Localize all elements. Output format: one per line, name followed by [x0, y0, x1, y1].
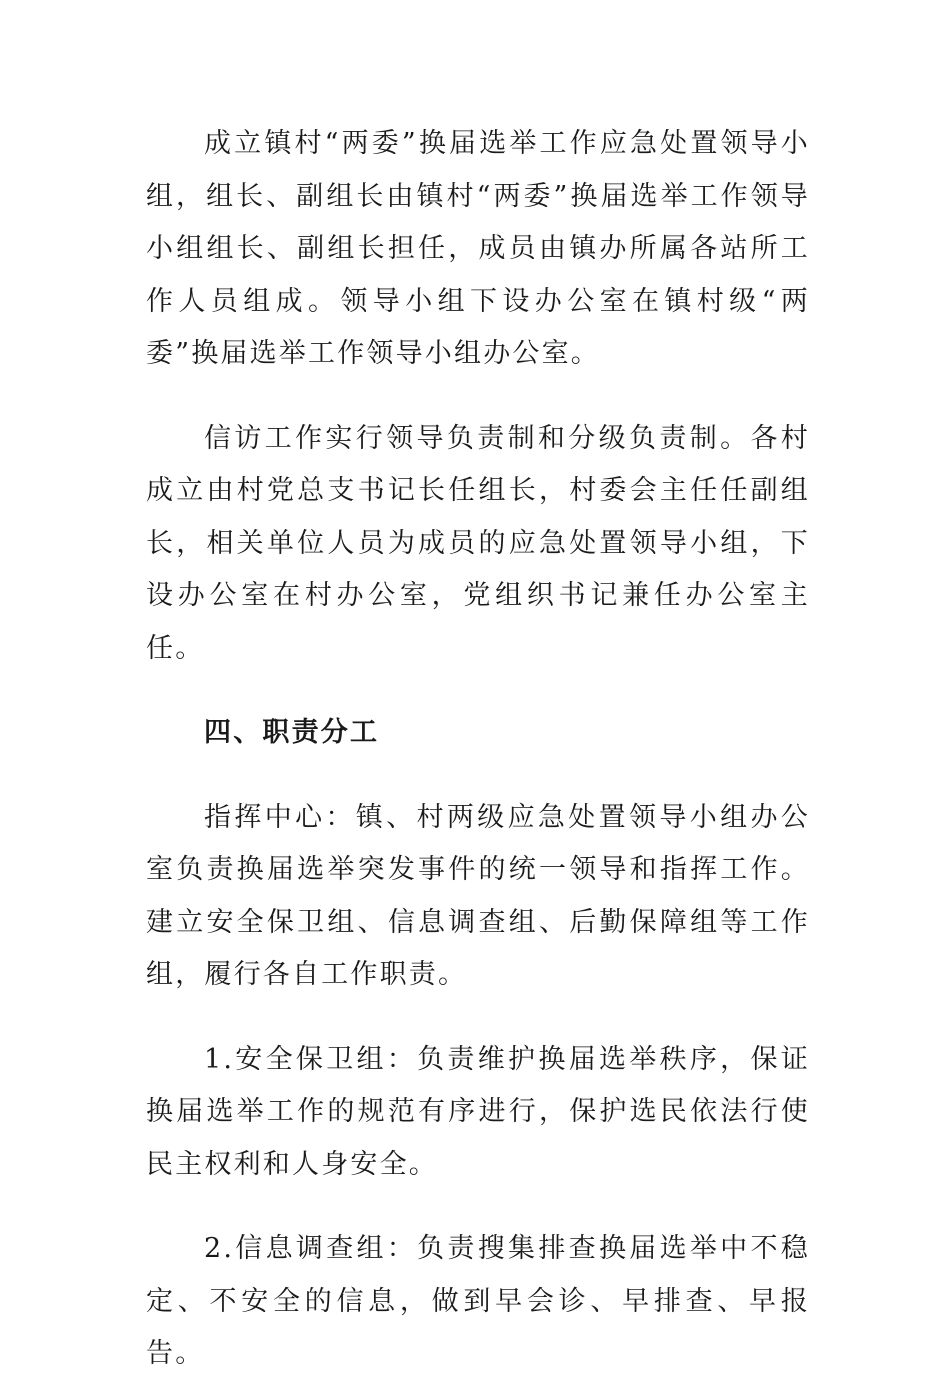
paragraph-info-group: 2.信息调查组：负责搜集排查换届选举中不稳定、不安全的信息，做到早会诊、早排查、早报告。 [146, 1233, 810, 1369]
paragraph-security-group: 1.安全保卫组：负责维护换届选举秩序，保证换届选举工作的规范有序进行，保护选民依法行使民主权利和人身安全。 [146, 1043, 810, 1180]
paragraph-command-center: 指挥中心：镇、村两级应急处置领导小组办公室负责换届选举突发事件的统一领导和指挥工作。建立安全保卫组、信息调查组、后勤保障组等工作组，履行各自工作职责。 [146, 801, 810, 990]
paragraph-leadership-group: 成立镇村“两委”换届选举工作应急处置领导小组，组长、副组长由镇村“两委”换届选举工作领导小组组长、副组长担任，成员由镇办所属各站所工作人员组成。领导小组下设办公室在镇村级“两委”换届选举工作领导小组办公室。 [146, 128, 810, 369]
section-heading: 四、职责分工 [204, 717, 380, 748]
paragraph-petition-work: 信访工作实行领导负责制和分级负责制。各村成立由村党总支书记长任组长，村委会主任任副组长，相关单位人员为成员的应急处置领导小组，下设办公室在村办公室，党组织书记兼任办公室主任。 [146, 422, 810, 664]
